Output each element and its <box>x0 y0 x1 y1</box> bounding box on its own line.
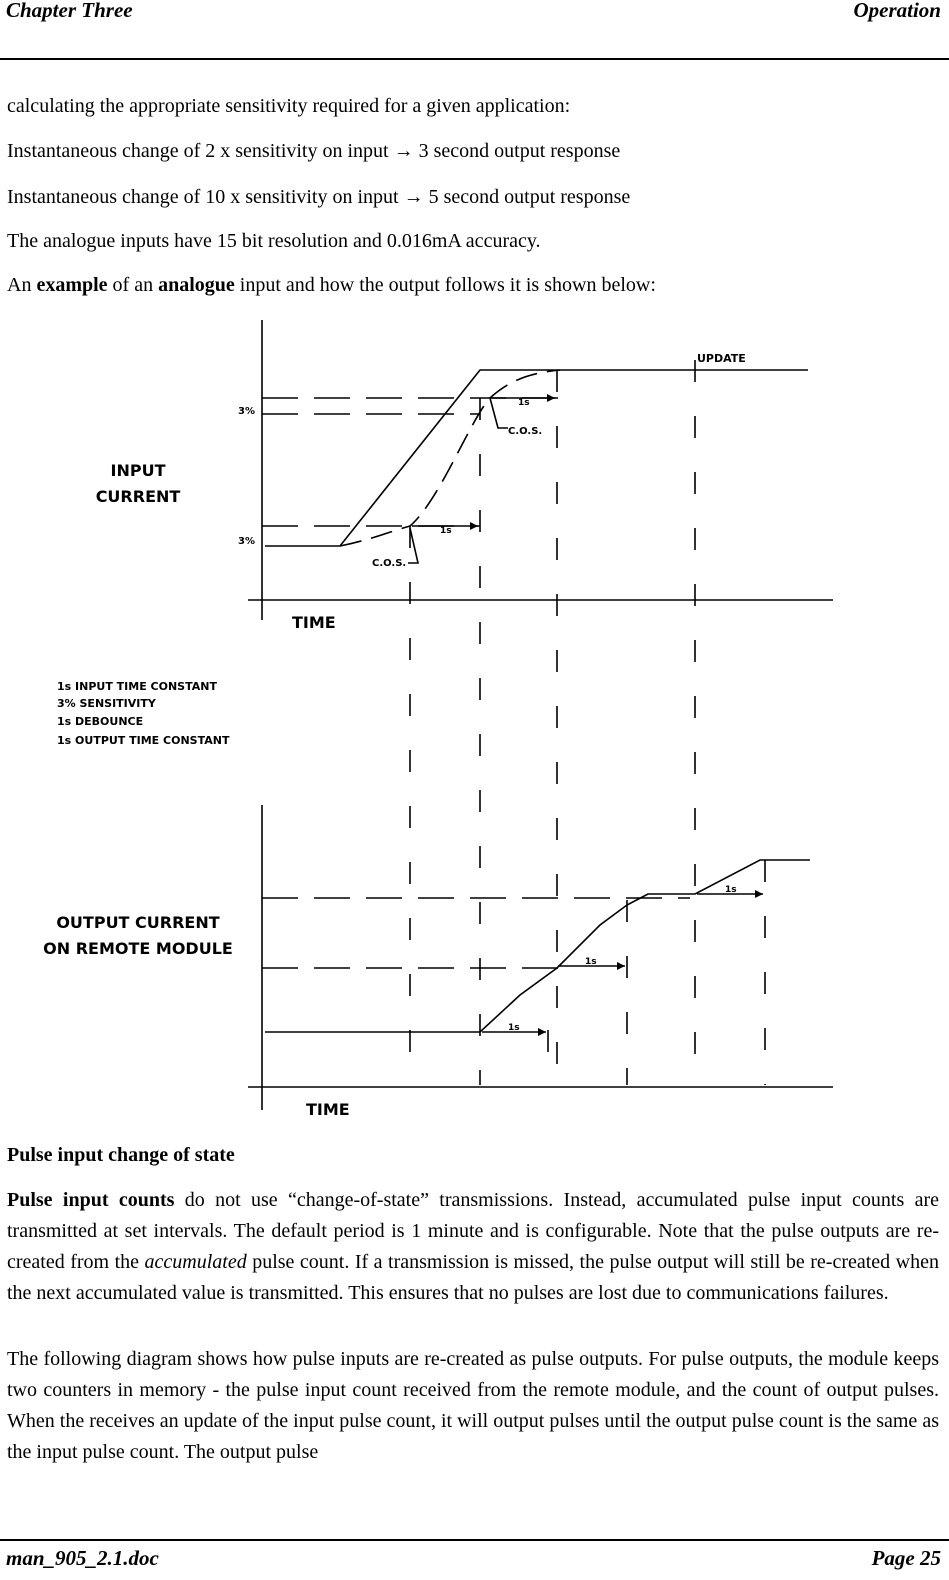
footer-page-number: Page 25 <box>871 1546 941 1570</box>
pct-lower-label: 3% <box>238 536 255 547</box>
response-line-2x: Instantaneous change of 2 x sensitivity on input → 3 second output response <box>7 140 621 162</box>
update-label: UPDATE <box>697 352 746 365</box>
example-line: An example of an analogue input and how the output follows it is shown below: <box>7 274 656 296</box>
one-s-label: 1s <box>508 1023 520 1033</box>
page-header <box>0 0 949 60</box>
one-s-label: 1s <box>725 885 737 895</box>
analogue-response-diagram <box>0 310 949 1125</box>
intro-line: calculating the appropriate sensitivity required for a given application: <box>7 95 571 117</box>
one-s-label: 1s <box>440 526 452 536</box>
legend-item: 1s INPUT TIME CONSTANT <box>57 680 217 693</box>
one-s-label: 1s <box>518 398 530 408</box>
input-current-label: CURRENT <box>95 487 181 506</box>
section-heading: Pulse input change of state <box>7 1144 235 1166</box>
legend-item: 1s DEBOUNCE <box>57 715 144 728</box>
cos-lower-label: C.O.S. <box>372 558 407 569</box>
legend-item: 3% SENSITIVITY <box>57 697 156 710</box>
input-current-label: INPUT <box>110 461 166 480</box>
time-axis-label: TIME <box>306 1100 350 1119</box>
footer-filename: man_905_2.1.doc <box>6 1546 159 1570</box>
header-section: Operation <box>853 0 941 22</box>
output-current-label: ON REMOTE MODULE <box>43 939 233 958</box>
pulse-paragraph-1: Pulse input counts do not use “change-of-state” transmissions. Instead, accumulated pulse input counts are transmitted at set intervals. The default period is 1 minute and is configurable. Note that the pulse outputs are re-created from the accumulated pulse count. If a transmission is missed, the pulse output will still be re-created when the next accumulated value is transmitted. This ensures that no pulses are lost due to communications failures. <box>7 1189 939 1304</box>
resolution-line: The analogue inputs have 15 bit resolution and 0.016mA accuracy. <box>7 230 541 252</box>
response-line-10x: Instantaneous change of 10 x sensitivity on input → 5 second output response <box>7 186 631 208</box>
legend-item: 1s OUTPUT TIME CONSTANT <box>57 734 230 747</box>
cos-upper-label: C.O.S. <box>508 426 543 437</box>
pulse-paragraph-2: The following diagram shows how pulse inputs are re-created as pulse outputs. For pulse outputs, the module keeps two counters in memory - the pulse input count received from the remote module, and the count of output pulses. When the receives an update of the input pulse count, it will output pulses until the output pulse count is the same as the input pulse count. The output pulse <box>7 1348 939 1463</box>
page-footer <box>0 1539 949 1570</box>
header-chapter: Chapter Three <box>6 0 133 22</box>
one-s-label: 1s <box>585 957 597 967</box>
output-current-label: OUTPUT CURRENT <box>56 913 220 932</box>
time-axis-label: TIME <box>292 613 336 632</box>
pct-upper-label: 3% <box>238 406 255 417</box>
